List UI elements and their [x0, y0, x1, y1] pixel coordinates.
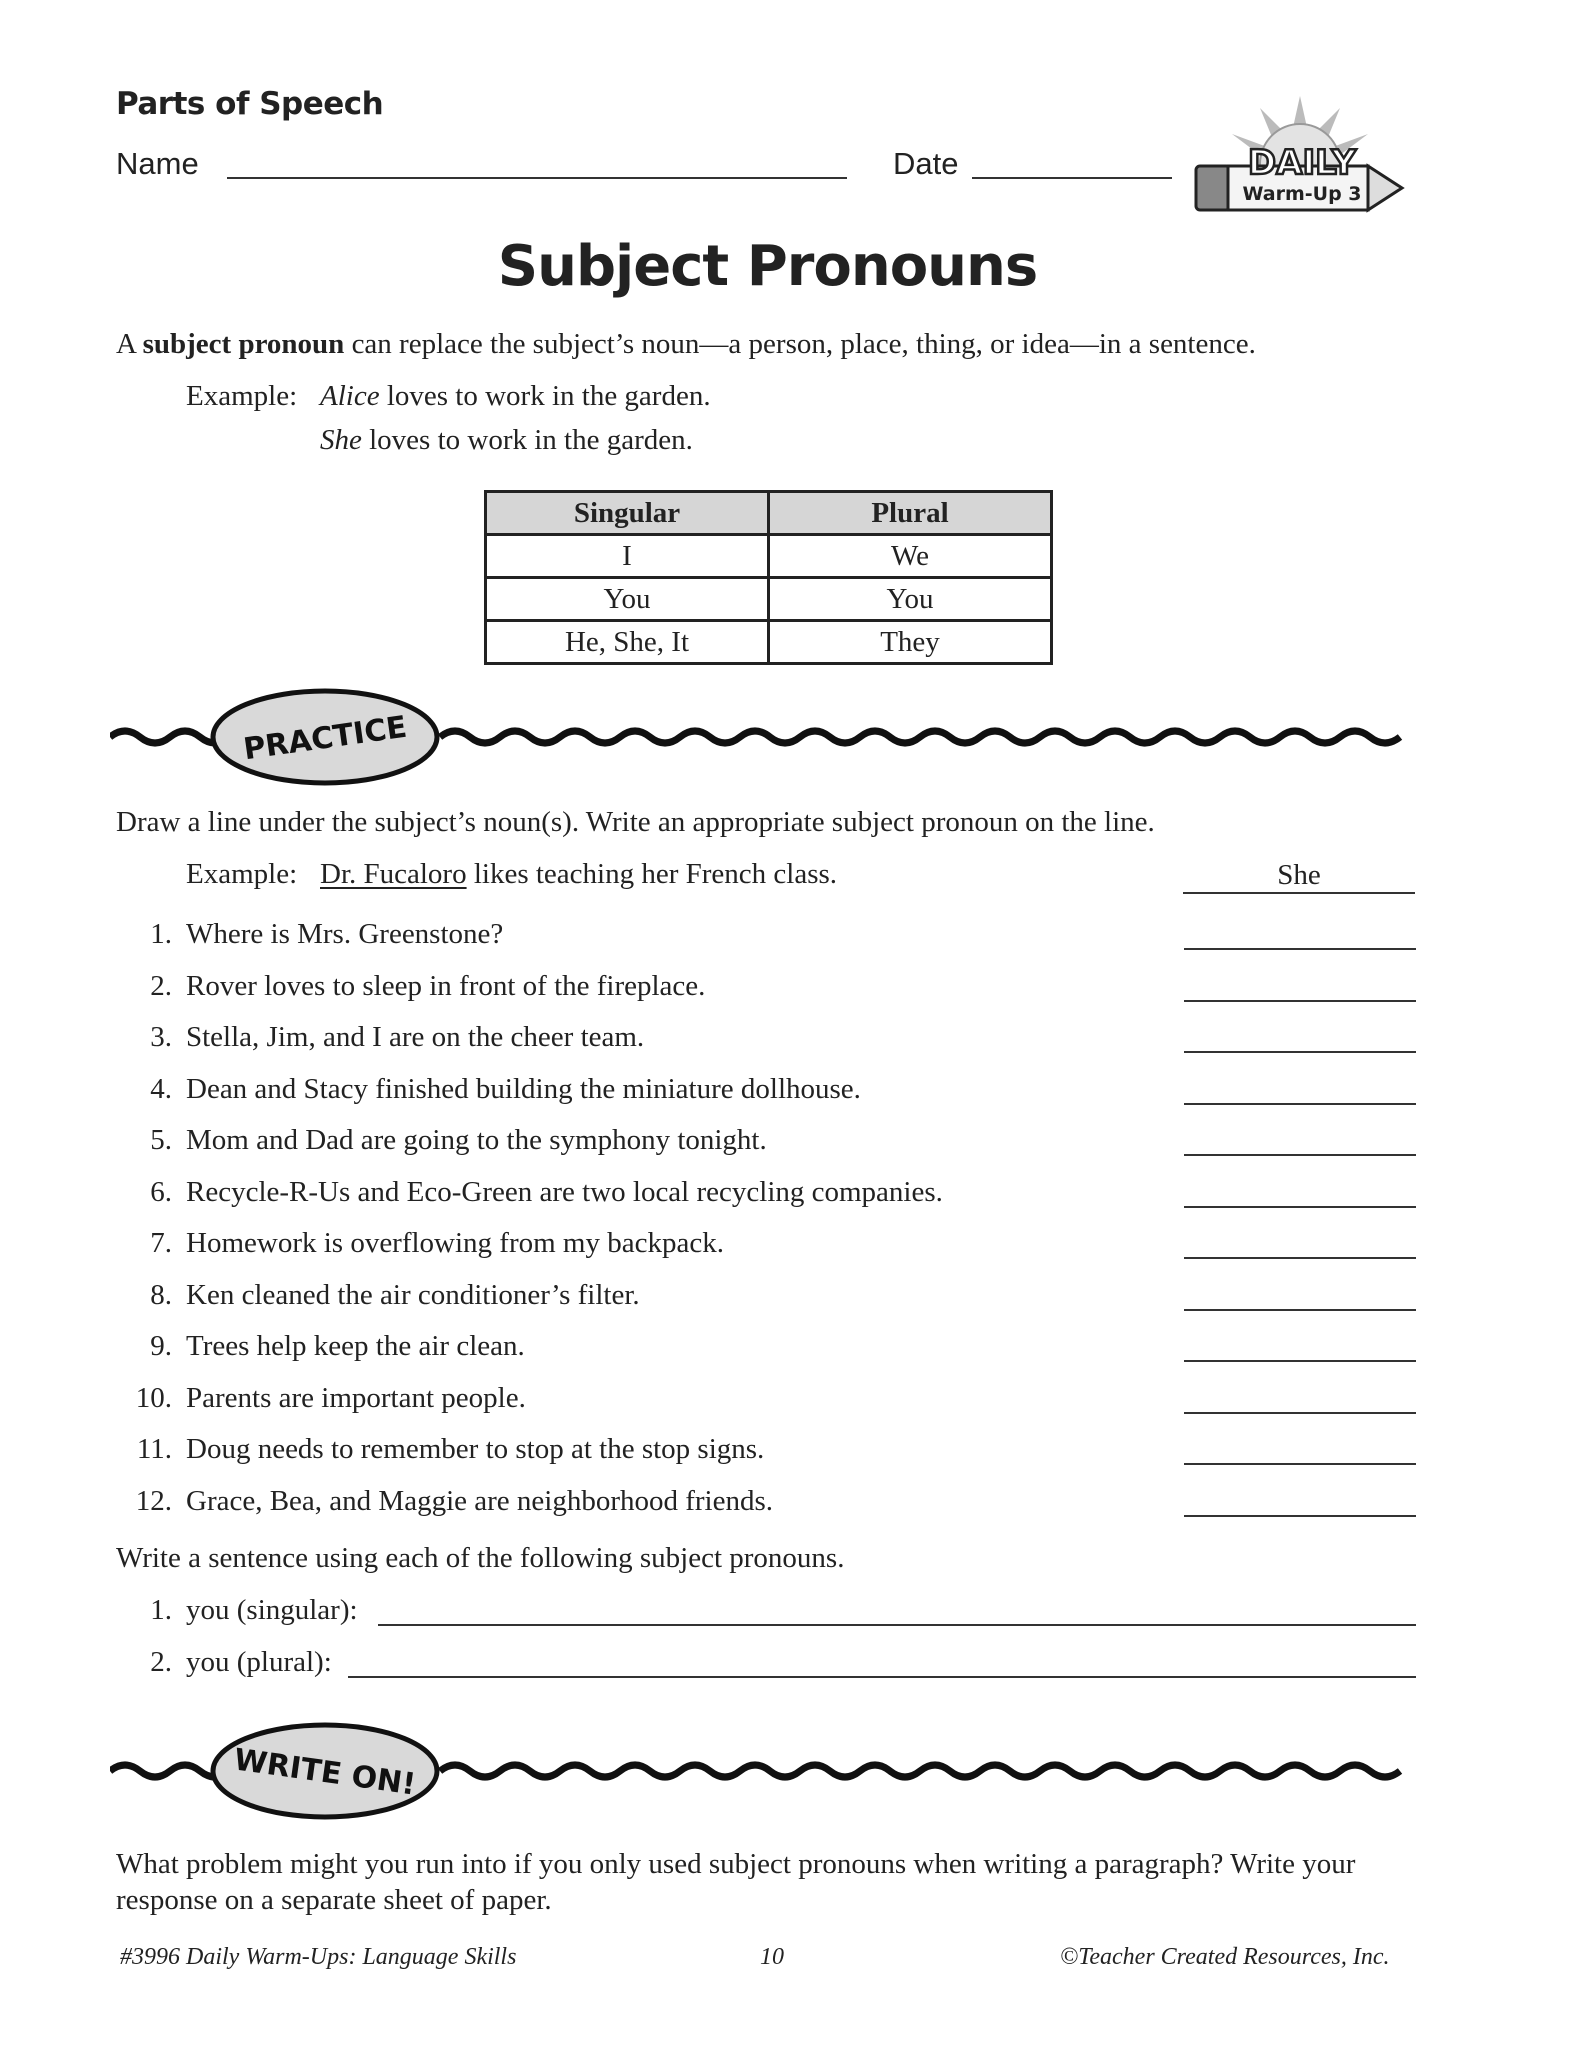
table-cell: You	[486, 578, 769, 621]
term-bold: subject pronoun	[142, 328, 345, 360]
table-row	[486, 535, 1052, 578]
sentence-line[interactable]	[378, 1624, 1416, 1626]
date-label: Date	[893, 146, 959, 181]
pronoun-table	[484, 490, 1053, 665]
answer-line[interactable]	[1184, 1360, 1416, 1362]
table-cell: They	[769, 621, 1052, 664]
table-cell: We	[769, 535, 1052, 578]
example-sentence-2: She loves to work in the garden.	[320, 424, 693, 456]
write-on-banner-text: WRITE ON!	[231, 1742, 418, 1803]
answer-line[interactable]	[1184, 1051, 1416, 1053]
practice-banner-text: PRACTICE	[241, 709, 410, 768]
table-row	[486, 578, 1052, 621]
write-instructions: Write a sentence using each of the following subject pronouns.	[116, 1542, 845, 1574]
footer-book-title: #3996 Daily Warm-Ups: Language Skills	[120, 1944, 517, 1970]
answer-line[interactable]	[1184, 1000, 1416, 1002]
practice-example-label: Example:	[186, 858, 298, 890]
footer-page-number: 10	[760, 1944, 784, 1970]
badge-top-text: DAILY	[1247, 143, 1357, 183]
name-label: Name	[116, 146, 199, 181]
list-item: 8. Ken cleaned the air conditioner’s filter.	[116, 1279, 1416, 1319]
list-item: 5. Mom and Dad are going to the symphony tonight.	[116, 1124, 1416, 1164]
answer-line[interactable]	[1184, 1309, 1416, 1311]
practice-instructions: Draw a line under the subject’s noun(s). Write an appropriate subject pronoun on the line.	[116, 806, 1155, 838]
practice-banner	[110, 682, 1410, 792]
table-header-plural: Plural	[769, 492, 1052, 535]
list-item: 12. Grace, Bea, and Maggie are neighborhood friends.	[116, 1485, 1416, 1525]
table-header-singular: Singular	[486, 492, 769, 535]
list-item: 10. Parents are important people.	[116, 1382, 1416, 1422]
list-item: 1. Where is Mrs. Greenstone?	[116, 918, 1416, 958]
write-on-prompt: What problem might you run into if you only used subject pronouns when writing a paragraph? Write your response on a separate sheet of paper.	[116, 1848, 1356, 1916]
answer-line[interactable]	[1184, 1257, 1416, 1259]
example-label: Example:	[186, 380, 298, 412]
answer-line[interactable]	[1184, 1154, 1416, 1156]
answer-line[interactable]	[1184, 948, 1416, 950]
write-item: 1. you (singular):	[116, 1594, 1416, 1634]
underlined-noun: Dr. Fucaloro	[320, 858, 467, 890]
answer-line[interactable]	[1184, 1206, 1416, 1208]
list-item: 4. Dean and Stacy finished building the miniature dollhouse.	[116, 1073, 1416, 1113]
date-field-line[interactable]	[972, 177, 1172, 179]
sentence-line[interactable]	[348, 1676, 1416, 1678]
footer-copyright: ©Teacher Created Resources, Inc.	[1060, 1944, 1390, 1970]
table-row	[486, 621, 1052, 664]
list-item: 3. Stella, Jim, and I are on the cheer team.	[116, 1021, 1416, 1061]
answer-line[interactable]	[1184, 1515, 1416, 1517]
intro-text: A subject pronoun can replace the subject’s noun—a person, place, thing, or idea—in a sentence.	[116, 328, 1256, 360]
list-item: 6. Recycle-R-Us and Eco-Green are two local recycling companies.	[116, 1176, 1416, 1216]
list-item: 7. Homework is overflowing from my backpack.	[116, 1227, 1416, 1267]
daily-warm-up-logo	[1190, 94, 1410, 224]
table-cell: You	[769, 578, 1052, 621]
write-item: 2. you (plural):	[116, 1646, 1416, 1686]
table-cell: He, She, It	[486, 621, 769, 664]
list-item: 9. Trees help keep the air clean.	[116, 1330, 1416, 1370]
answer-line[interactable]	[1184, 1103, 1416, 1105]
table-header-row	[486, 492, 1052, 535]
page-title: Subject Pronouns	[497, 234, 1038, 299]
practice-example-answer: She	[1183, 858, 1415, 894]
badge-bottom-text: Warm-Up 3	[1242, 183, 1362, 205]
name-field-line[interactable]	[227, 177, 847, 179]
example-sentence-1: Alice loves to work in the garden.	[320, 380, 711, 412]
answer-line[interactable]	[1184, 1412, 1416, 1414]
list-item: 2. Rover loves to sleep in front of the fireplace.	[116, 970, 1416, 1010]
answer-line[interactable]	[1184, 1463, 1416, 1465]
table-cell: I	[486, 535, 769, 578]
section-label: Parts of Speech	[116, 86, 384, 122]
write-on-banner	[110, 1716, 1410, 1826]
list-item: 11. Doug needs to remember to stop at the stop signs.	[116, 1433, 1416, 1473]
practice-example-sentence: Dr. Fucaloro likes teaching her French class.	[320, 858, 838, 890]
